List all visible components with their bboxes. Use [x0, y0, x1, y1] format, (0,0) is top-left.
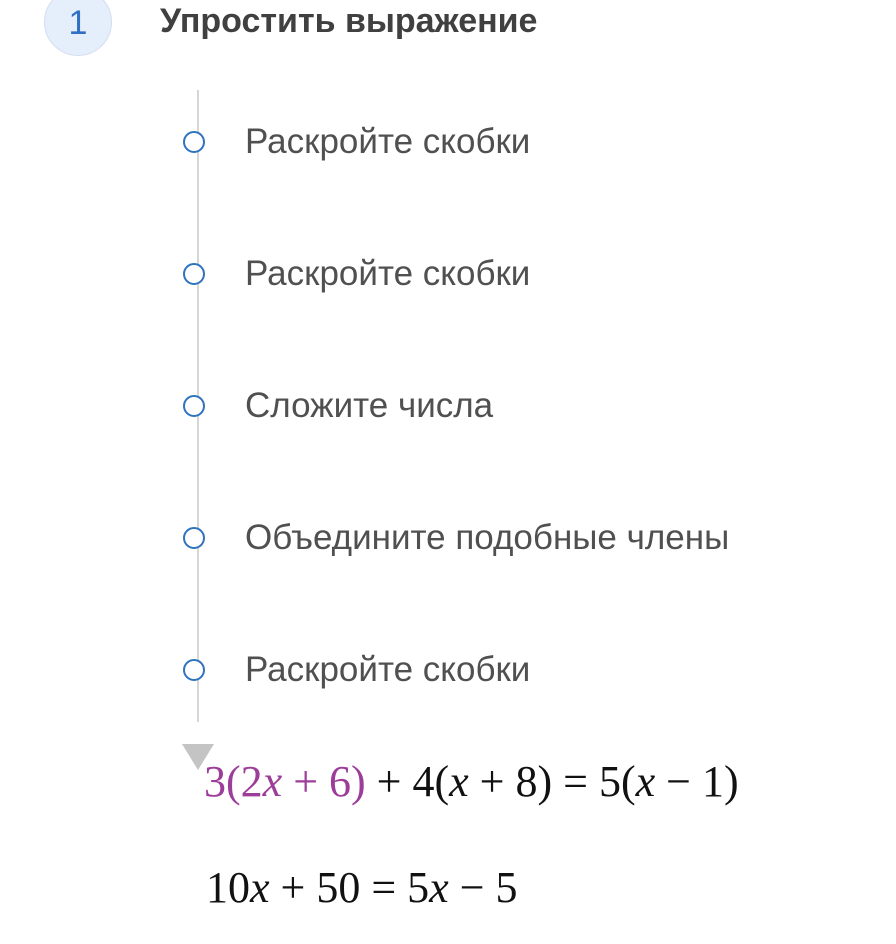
substep-item[interactable] [183, 122, 530, 162]
circle-outline-icon [183, 131, 205, 153]
substep-item[interactable] [183, 254, 530, 294]
math-variable: x [262, 757, 283, 806]
circle-outline-icon [183, 263, 205, 285]
circle-outline-icon [183, 659, 205, 681]
math-text: − 5 [448, 863, 518, 912]
circle-outline-icon [183, 395, 205, 417]
equation-original [204, 756, 739, 807]
math-text: 3(2 [204, 757, 263, 806]
equation-result [206, 862, 518, 913]
substep-item[interactable] [183, 650, 530, 690]
substep-label: Сложите числа [245, 386, 494, 425]
step-title: Упростить выражение [160, 2, 538, 40]
circle-outline-icon [183, 527, 205, 549]
substep-item[interactable] [183, 386, 493, 426]
math-text: − 1) [655, 757, 739, 806]
substep-label: Объедините подобные члены [245, 518, 730, 557]
math-variable: x [250, 863, 270, 912]
substep-item[interactable] [183, 518, 729, 558]
math-variable: x [449, 757, 469, 806]
substep-label: Раскройте скобки [245, 650, 531, 689]
step-number-badge [44, 0, 112, 56]
math-text: + 50 = 5 [269, 863, 430, 912]
highlighted-term [204, 757, 366, 806]
math-variable: x [429, 863, 449, 912]
math-text: 10 [206, 863, 250, 912]
substep-label: Раскройте скобки [245, 254, 531, 293]
math-text: + 4( [365, 757, 450, 806]
math-text: + 6) [282, 757, 366, 806]
math-text: + 8) = 5( [468, 757, 636, 806]
math-variable: x [635, 757, 656, 806]
step-number: 1 [68, 3, 88, 42]
substep-label: Раскройте скобки [245, 122, 531, 161]
